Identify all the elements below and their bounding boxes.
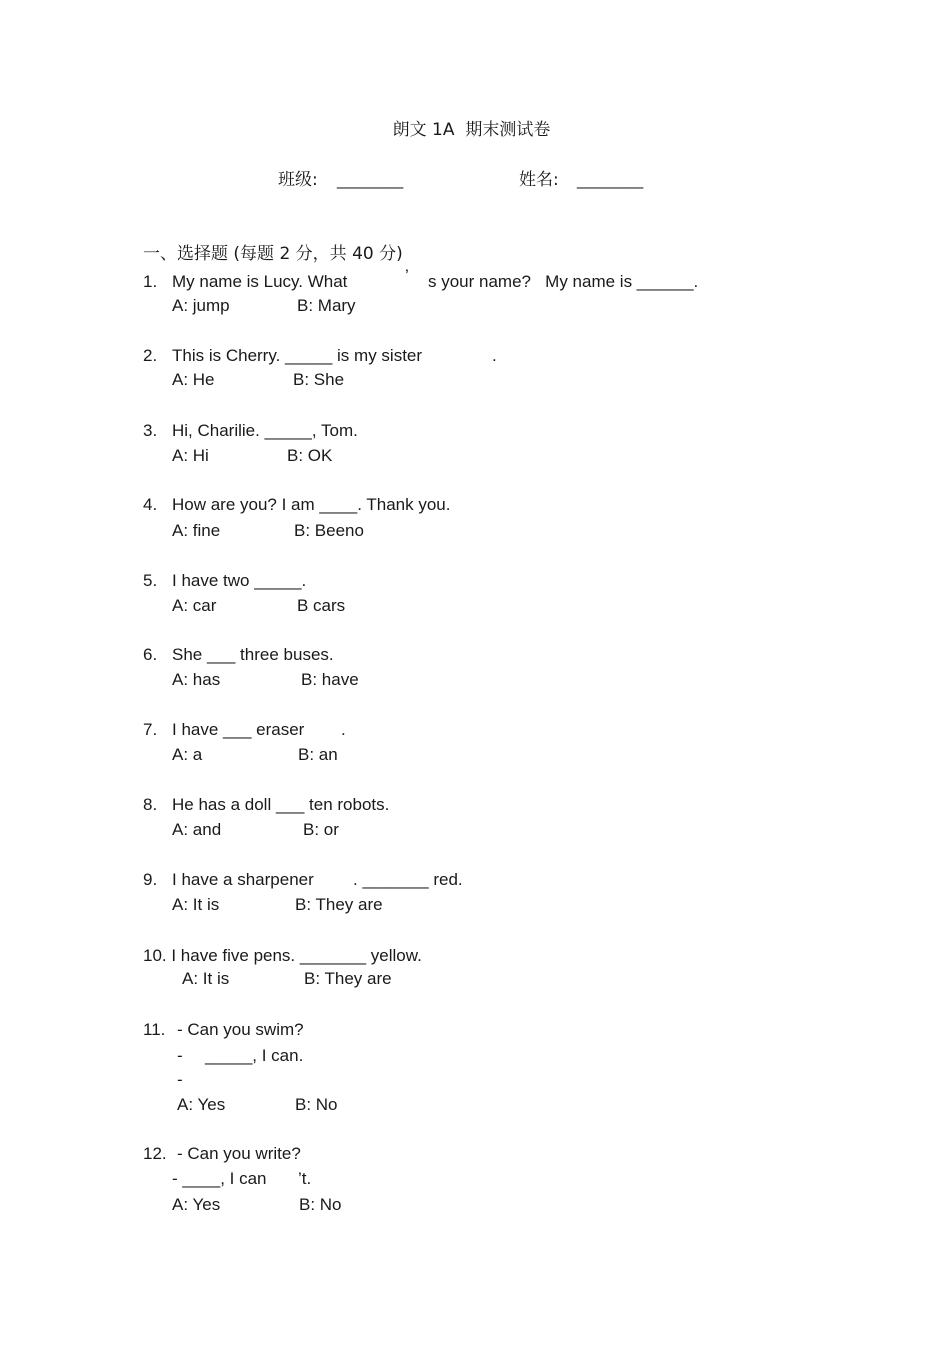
- option-a: A: a: [172, 745, 203, 764]
- question-number: 7.: [143, 720, 158, 739]
- question-stem-continued: . _______ red.: [353, 870, 463, 889]
- option-a: A: Hi: [172, 446, 209, 465]
- option-a: A: Yes: [172, 1195, 221, 1214]
- name-blank: _______: [577, 170, 644, 189]
- page-title: 朗文 1A 期末测试卷: [392, 120, 551, 140]
- question-number: 12.: [143, 1144, 167, 1163]
- option-a: A: He: [172, 370, 215, 389]
- question-stem: Hi, Charilie. _____, Tom.: [172, 421, 358, 440]
- option-a: A: Yes: [177, 1095, 226, 1114]
- option-b: B: Mary: [297, 296, 356, 315]
- apostrophe: ’: [405, 266, 409, 285]
- question-stem: I have two _____.: [172, 571, 307, 590]
- option-a: A: It is: [182, 969, 230, 988]
- option-a: A: car: [172, 596, 217, 615]
- dialogue-dash: -: [177, 1070, 183, 1089]
- question-number: 5.: [143, 571, 158, 590]
- option-b: B: have: [301, 670, 359, 689]
- question-number: 4.: [143, 495, 158, 514]
- option-b: B: or: [303, 820, 339, 839]
- option-a: A: has: [172, 670, 221, 689]
- option-a: A: and: [172, 820, 222, 839]
- question-number: 2.: [143, 346, 158, 365]
- question-stem: This is Cherry. _____ is my sister: [172, 346, 423, 365]
- option-a: A: fine: [172, 521, 221, 540]
- question-stem: How are you? I am ____. Thank you.: [172, 495, 451, 514]
- question-stem: - Can you write?: [177, 1144, 301, 1163]
- question-stem: I have ___ eraser: [172, 720, 305, 739]
- option-b: B: They are: [304, 969, 392, 988]
- question-stem-continued: s your name? My name is ______.: [428, 272, 699, 291]
- question-number: 6.: [143, 645, 158, 664]
- name-label: 姓名:: [519, 170, 559, 190]
- question-stem: He has a doll ___ ten robots.: [172, 795, 390, 814]
- answer-line: _____, I can.: [205, 1046, 304, 1065]
- section-heading: 一、选择题 (每题 2 分，共 40 分): [143, 244, 403, 264]
- dialogue-dash: -: [177, 1046, 183, 1065]
- period: .: [492, 346, 497, 365]
- question-number: 1.: [143, 272, 158, 291]
- answer-line: - ____, I can: [172, 1169, 267, 1188]
- question-stem: I have a sharpener: [172, 870, 314, 889]
- question-stem: My name is Lucy. What: [172, 272, 348, 291]
- question-number: 11.: [143, 1020, 166, 1039]
- question-stem: 10. I have five pens. _______ yellow.: [143, 946, 422, 965]
- option-b: B: Beeno: [294, 521, 364, 540]
- option-b: B cars: [297, 596, 346, 615]
- period: .: [341, 720, 346, 739]
- question-number: 3.: [143, 421, 158, 440]
- option-b: B: OK: [287, 446, 333, 465]
- option-a: A: It is: [172, 895, 220, 914]
- answer-line-continued: ’t.: [298, 1169, 312, 1188]
- option-b: B: No: [299, 1195, 342, 1214]
- question-stem: She ___ three buses.: [172, 645, 334, 664]
- question-number: 9.: [143, 870, 158, 889]
- option-b: B: an: [298, 745, 338, 764]
- question-number: 8.: [143, 795, 158, 814]
- option-b: B: She: [293, 370, 345, 389]
- class-label: 班级:: [278, 170, 318, 190]
- option-b: B: No: [295, 1095, 338, 1114]
- option-a: A: jump: [172, 296, 230, 315]
- class-blank: _______: [337, 170, 404, 189]
- option-b: B: They are: [295, 895, 383, 914]
- question-stem: - Can you swim?: [177, 1020, 304, 1039]
